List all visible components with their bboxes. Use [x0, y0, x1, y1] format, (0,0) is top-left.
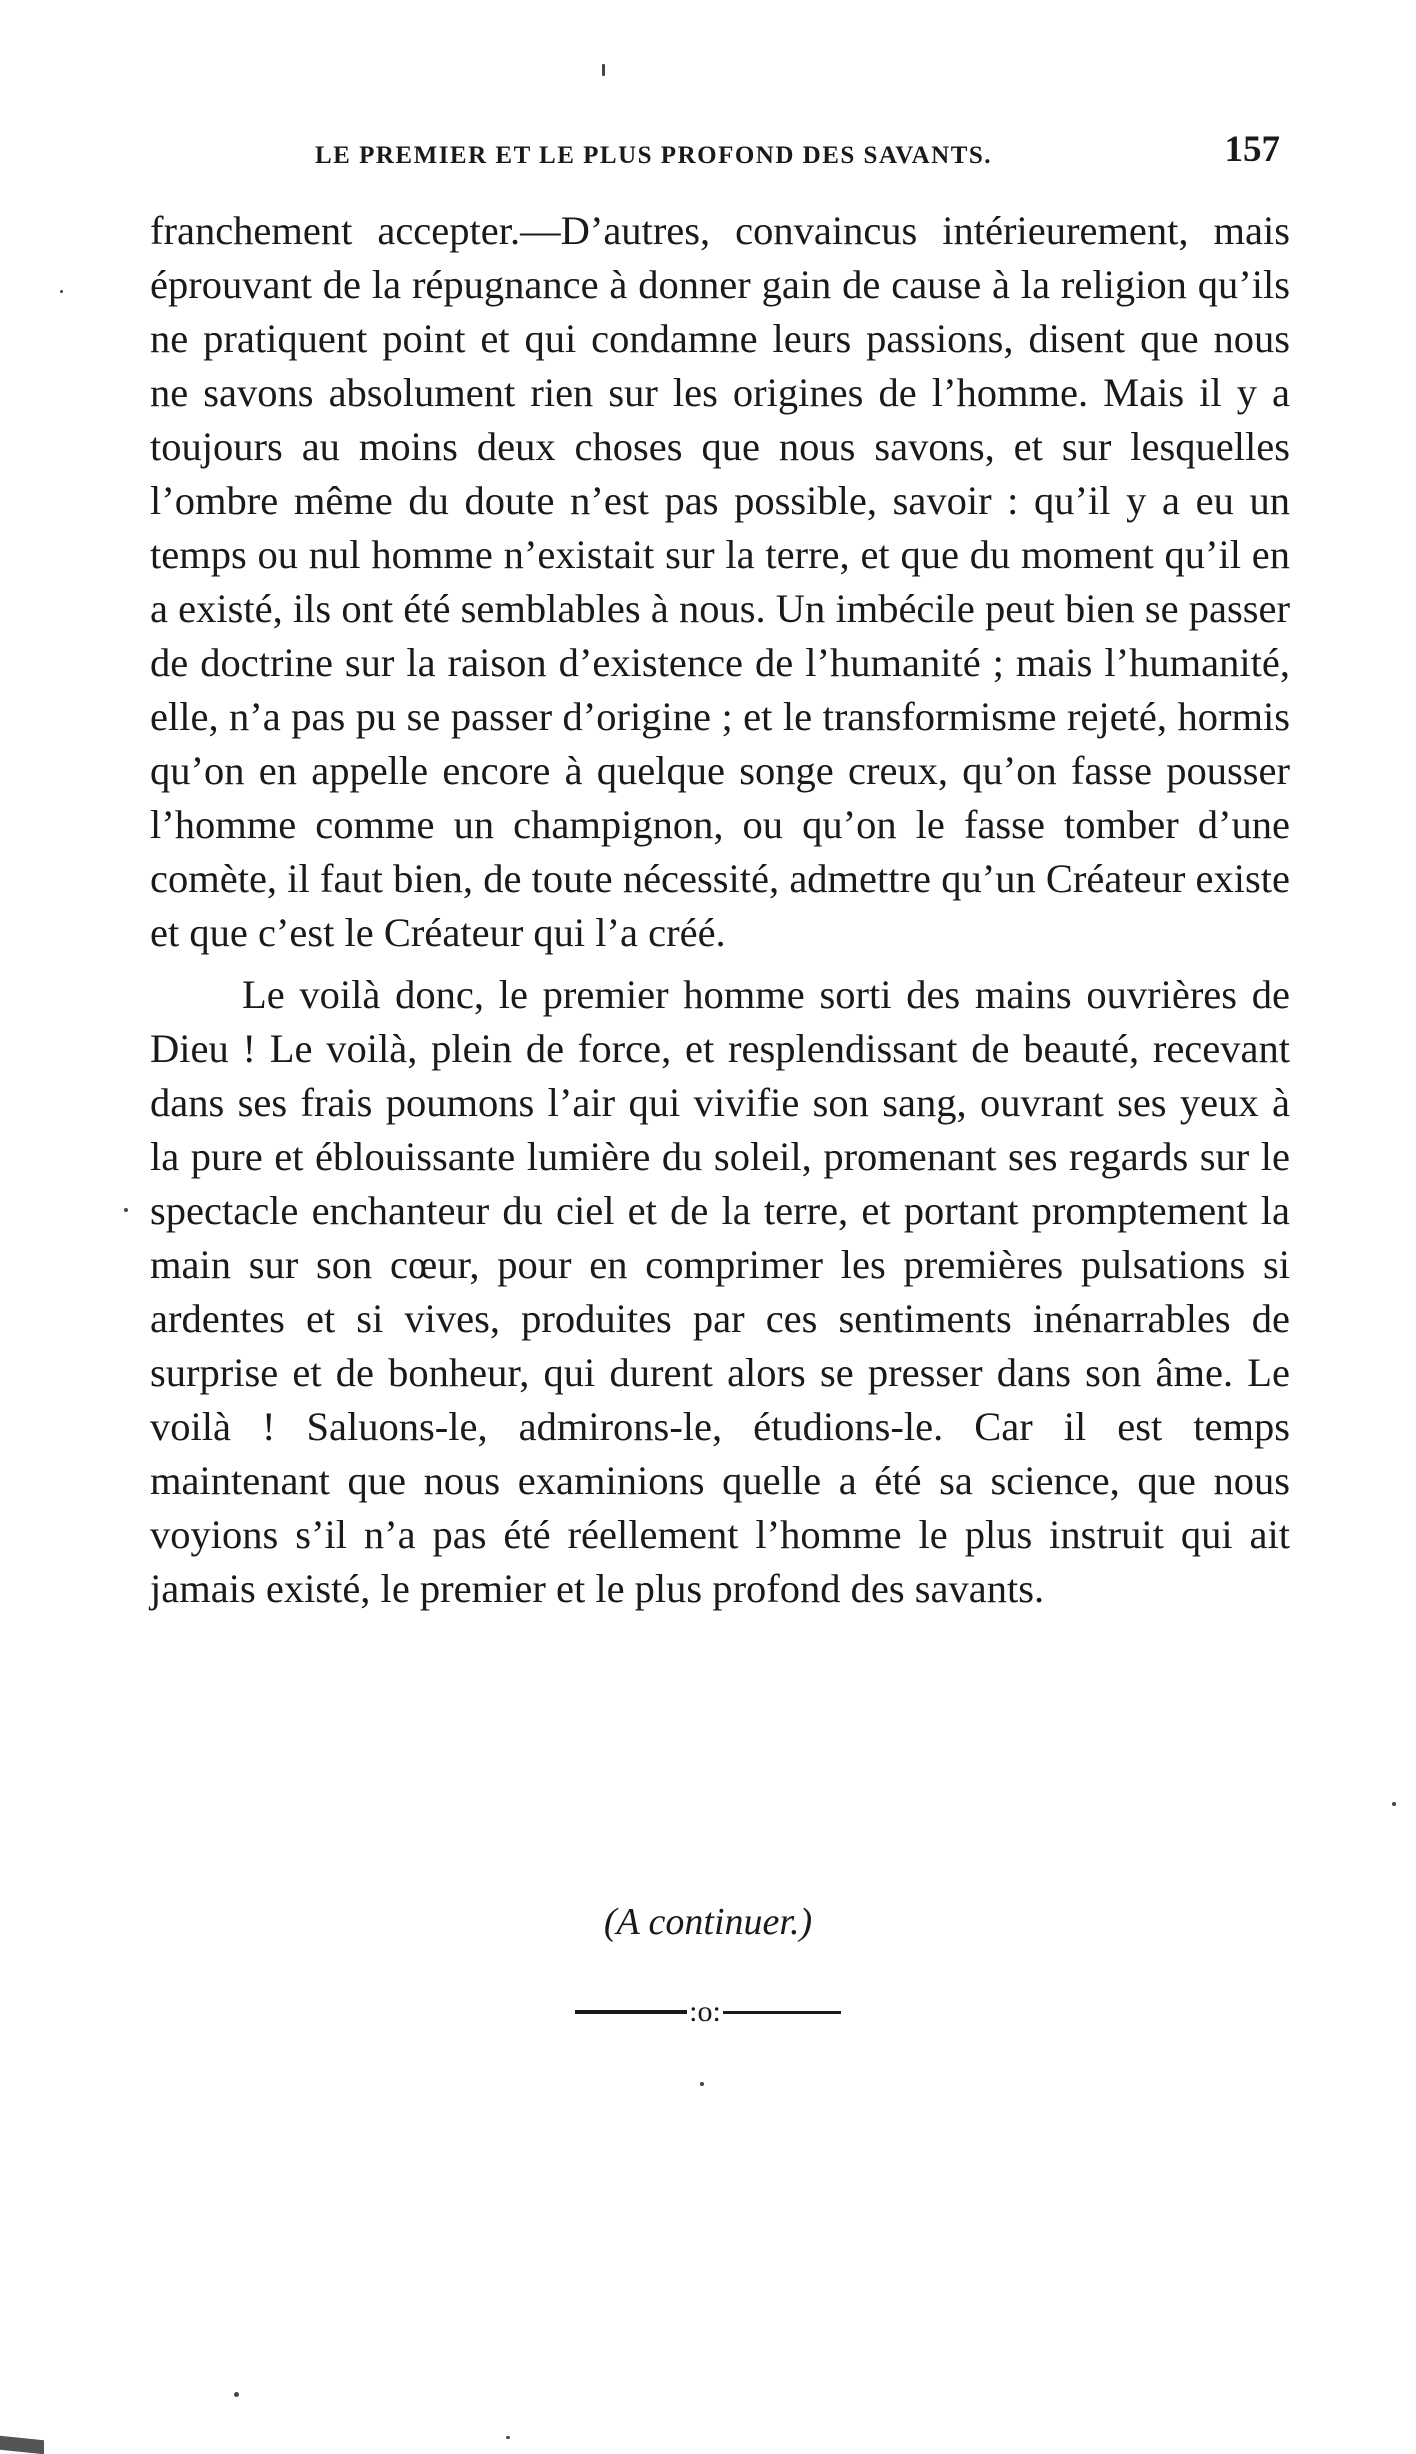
- body-text: [150, 204, 1290, 1616]
- paragraph: Le voilà donc, le premier homme sorti des mains ouvrières de Dieu ! Le voilà, plein de force, et resplendissant de beauté, recevant dans ses frais poumons l’air qui vivifie son sang, ouvrant ses yeux à la pure et éblouissante lumière du soleil, promenant ses regards sur le spectacle enchanteur du ciel et de la terre, et portant promptement la main sur son cœur, pour en comprimer les premières pulsations si ardentes et si vives, produites par ces sentiments inénarrables de surprise et de bonheur, qui durent alors se presser dans son âme. Le voilà ! Saluons-le, admirons-le, étudions-le. Car il est temps maintenant que nous examinions quelle a été sa science, que nous voyions s’il n’a pas été réellement l’homme le plus instruit qui ait jamais existé, le premier et le plus profond des savants.: [150, 972, 1290, 1611]
- page-number: 157: [1224, 129, 1280, 170]
- separator-rule-left: [575, 2010, 687, 2014]
- print-speck: [506, 2436, 510, 2439]
- print-speck: [602, 64, 605, 76]
- print-speck: [124, 1208, 128, 1212]
- print-speck: [1392, 1802, 1396, 1806]
- page-header: [150, 128, 1290, 178]
- running-title: LE PREMIER ET LE PLUS PROFOND DES SAVANTS.: [315, 142, 993, 169]
- continuation-note: (A continuer.): [603, 1901, 813, 1943]
- print-speck: [60, 290, 63, 293]
- section-separator: [0, 1997, 1416, 2027]
- separator-mark: :o:: [689, 1995, 721, 2028]
- print-speck: [700, 2082, 704, 2086]
- paragraph: franchement accepter.—D’autres, convaincus intérieurement, mais éprouvant de la répugnance à donner gain de cause à la religion qu’ils ne pratiquent point et qui condamne leurs passions, disent que nous ne savons absolument rien sur les origines de l’homme. Mais il y a toujours au moins deux choses que nous savons, et sur lesquelles l’ombre même du doute n’est pas possible, savoir : qu’il y a eu un temps ou nul homme n’existait sur la terre, et que du moment qu’il en a existé, ils ont été semblables à nous. Un imbécile peut bien se passer de doctrine sur la raison d’existence de l’humanité ; mais l’humanité, elle, n’a pas pu se passer d’origine ; et le transformisme rejeté, hormis qu’on en appelle encore à quelque songe creux, qu’on fasse pousser l’homme comme un champignon, ou qu’on le fasse tomber d’une comète, il faut bien, de toute nécessité, admettre qu’un Créateur existe et que c’est le Créateur qui l’a créé.: [150, 208, 1290, 955]
- separator-rule-right: [723, 2011, 841, 2014]
- print-speck: [0, 2436, 44, 2454]
- print-speck: [234, 2392, 239, 2397]
